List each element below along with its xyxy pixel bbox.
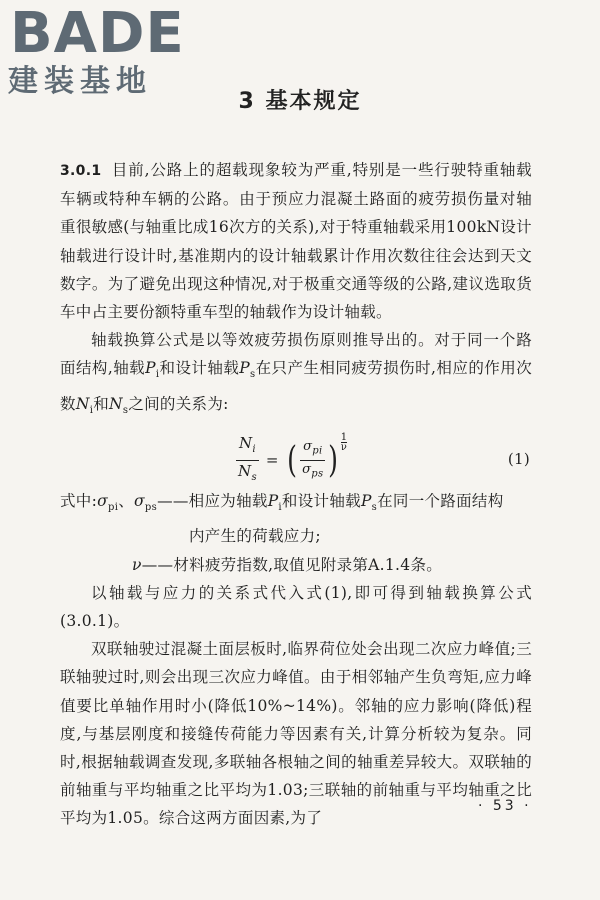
symbol: ν bbox=[132, 555, 142, 574]
formula-sub: ps bbox=[311, 468, 324, 480]
var-sub: i bbox=[89, 404, 94, 416]
var-sub: s bbox=[122, 404, 129, 416]
right-paren: ) bbox=[328, 439, 339, 481]
text-fragment: 和设计轴载 bbox=[281, 492, 361, 511]
text-fragment: 之间的关系为: bbox=[128, 394, 229, 413]
text-fragment: 轴载换算公式是以等效疲劳损伤原则推导出的。对于同一个路面结构,轴载 bbox=[60, 331, 532, 378]
logo-wordmark: BADE bbox=[10, 1, 185, 66]
equals-sign: = bbox=[265, 451, 279, 470]
definition-nu bbox=[60, 551, 532, 579]
paragraph-multi-axle: 双联轴驶过混凝土面层板时,临界荷位处会出现二次应力峰值;三联轴驶过时,则会出现三次应力峰值。由于相邻轴产生负弯矩,应力峰值要比单轴作用时小(降低10%~14%)。邻轴的应力影响(降低)程度,与基层刚度和接缝传荷能力等因素有关,计算分析较为复杂。同时,根据轴载调查发现,多联轴各根轴之间的轴重差异较大。双联轴的前轴重与平均轴重之比平均为1.03;三联轴的前轴重与平均轴重之比平均为1.05。综合这两方面因素,为了 bbox=[60, 640, 532, 828]
formula-lhs bbox=[235, 433, 260, 488]
var-sub: i bbox=[278, 502, 282, 514]
formula-ratio bbox=[299, 438, 326, 482]
symbol: σ bbox=[134, 492, 145, 511]
text-fragment: 在只产生相同疲劳损伤时,相应的作用次数 bbox=[60, 359, 532, 413]
formula-sub: i bbox=[252, 444, 256, 456]
var-P: P bbox=[239, 359, 251, 378]
logo-subtitle: 建装基地 bbox=[8, 64, 152, 99]
formula-symbol: σ bbox=[303, 439, 313, 455]
var-P: P bbox=[267, 492, 279, 511]
paragraph-text: 目前,公路上的超载现象较为严重,特别是一些行驶特重轴载车辆或特种车辆的公路。由于预应力混凝土路面的疲劳损伤量对轴重很敏感(与轴重比成16次方的关系),对于特重轴载采用100kN设计轴载进行设计时,基准期内的设计轴载累计作用次数往往会达到天文数字。为了避免出现这种情况,对于极重交通等级的公路,建议选取货车中占主要份额特重车型的轴载作为设计轴载。 bbox=[60, 161, 532, 322]
text-fragment: 和 bbox=[93, 394, 109, 413]
exponent-denominator: ν bbox=[340, 442, 348, 454]
formula-exponent bbox=[341, 433, 348, 452]
text-fragment: 和设计轴载 bbox=[159, 359, 240, 378]
chapter-title: 3 基本规定 bbox=[238, 89, 362, 114]
formula-sub: pi bbox=[312, 446, 323, 458]
symbol-sub: ps bbox=[144, 502, 158, 514]
separator: 、 bbox=[118, 492, 135, 511]
var-N: N bbox=[109, 394, 123, 413]
text-fragment: 相应为轴载 bbox=[188, 492, 268, 511]
formula-block bbox=[60, 427, 532, 487]
formula-symbol: σ bbox=[302, 462, 312, 478]
paragraph-formula-intro bbox=[60, 326, 532, 425]
dash: —— bbox=[157, 492, 189, 511]
clause-number: 3.0.1 bbox=[60, 163, 102, 179]
definition-lead: 式中: bbox=[60, 492, 98, 511]
var-P: P bbox=[145, 359, 156, 378]
symbol: σ bbox=[97, 492, 109, 511]
formula-sub: s bbox=[251, 472, 257, 484]
formula-symbol: N bbox=[238, 462, 252, 481]
left-paren: ( bbox=[286, 439, 297, 481]
text-fragment: 材料疲劳指数,取值见附录第A.1.4条。 bbox=[173, 555, 443, 574]
formula-number: (1) bbox=[507, 450, 530, 469]
definition-sigma bbox=[60, 487, 532, 522]
formula-expression bbox=[235, 433, 347, 488]
exponent-numerator: 1 bbox=[340, 432, 348, 444]
definition-sigma-continued: 内产生的荷载应力; bbox=[189, 527, 321, 546]
var-sub: i bbox=[155, 369, 160, 381]
page-number: · 53 · bbox=[478, 798, 532, 814]
dash: —— bbox=[141, 555, 174, 574]
body-text bbox=[60, 156, 532, 833]
formula-symbol: N bbox=[238, 434, 253, 453]
var-N: N bbox=[75, 394, 90, 413]
paragraph-clause-intro bbox=[60, 156, 532, 326]
paragraph-substitution: 以轴载与应力的关系式代入式(1),即可得到轴载换算公式(3.0.1)。 bbox=[60, 583, 532, 630]
var-P: P bbox=[360, 492, 372, 511]
var-sub: s bbox=[250, 369, 256, 381]
text-fragment: 在同一个路面结构 bbox=[377, 492, 504, 511]
symbol-sub: pi bbox=[108, 502, 119, 514]
var-sub: s bbox=[371, 502, 378, 514]
